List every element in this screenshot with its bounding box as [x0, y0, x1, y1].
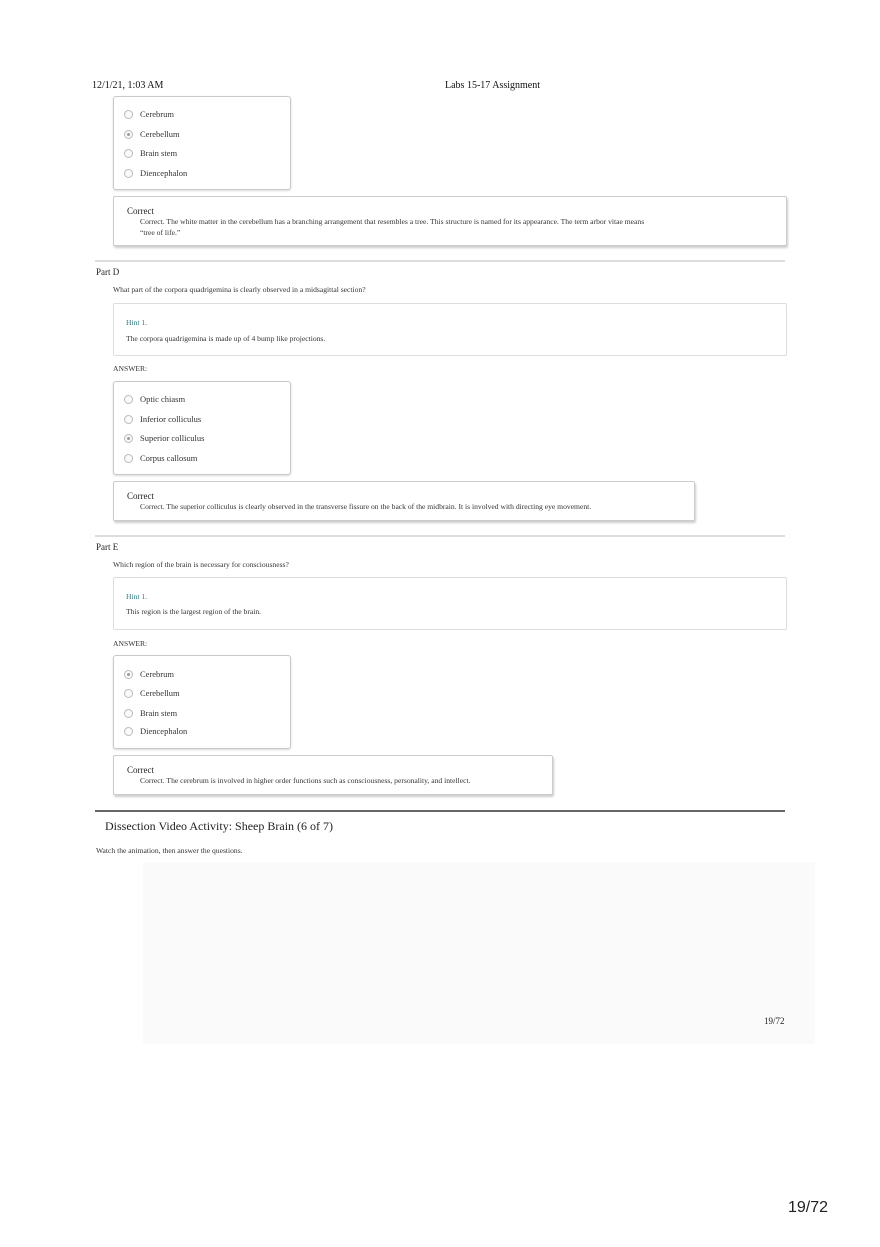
radio-icon[interactable]	[124, 727, 133, 736]
choice-corpus-callosum[interactable]	[124, 453, 197, 463]
choice-label: Corpus callosum	[140, 453, 198, 463]
choice-label: Diencephalon	[140, 726, 188, 736]
part-e-answer-box	[113, 655, 291, 749]
feedback-line-2: “tree of life.”	[140, 228, 181, 237]
choice-label: Cerebellum	[140, 688, 180, 698]
feedback-title: Correct	[127, 765, 154, 775]
choice-brain-stem[interactable]	[124, 708, 177, 718]
choice-label: Cerebrum	[140, 669, 174, 679]
section-divider	[95, 810, 785, 812]
radio-icon[interactable]	[124, 110, 133, 119]
feedback-line-1: Correct. The white matter in the cerebellum has a branching arrangement that resembles a tree. This structure is named for its appearance. The term arbor vitae means	[140, 217, 645, 226]
feedback-text: Correct. The superior colliculus is clearly observed in the transverse fissure on the back of the midbrain. It is involved with directing eye movement.	[140, 502, 592, 511]
feedback-text: Correct. The cerebrum is involved in higher order functions such as consciousness, personality, and intellect.	[140, 776, 471, 785]
radio-icon[interactable]	[124, 169, 133, 178]
choice-cerebellum[interactable]	[124, 129, 180, 139]
part-e-label: Part E	[96, 542, 119, 552]
part-d-answer-label: ANSWER:	[113, 364, 148, 373]
radio-icon[interactable]	[124, 689, 133, 698]
section-title: Dissection Video Activity: Sheep Brain (6 of 7)	[105, 819, 334, 833]
part-c-answer-box	[113, 96, 291, 190]
choice-label: Brain stem	[140, 148, 178, 158]
part-e-hint-box	[113, 577, 787, 630]
choice-cerebellum[interactable]	[124, 688, 180, 698]
feedback-title: Correct	[127, 491, 154, 501]
part-d-answer-box	[113, 381, 291, 475]
radio-icon[interactable]	[124, 415, 133, 424]
part-d-question: What part of the corpora quadrigemina is clearly observed in a midsagittal section?	[113, 285, 366, 294]
part-d-label: Part D	[96, 267, 120, 277]
hint-label[interactable]: Hint 1.	[126, 318, 148, 327]
radio-checked-icon[interactable]	[124, 670, 133, 679]
radio-checked-icon[interactable]	[124, 434, 133, 443]
radio-icon[interactable]	[124, 395, 133, 404]
radio-checked-icon[interactable]	[124, 130, 133, 139]
choice-label: Cerebellum	[140, 129, 180, 139]
feedback-title: Correct	[127, 206, 154, 216]
part-d-feedback	[113, 481, 695, 521]
feedback-text	[140, 216, 644, 238]
page-title: Labs 15-17 Assignment	[445, 80, 540, 91]
choice-label: Diencephalon	[140, 168, 188, 178]
page-number: 19/72	[788, 1199, 829, 1216]
separator	[95, 260, 785, 262]
choice-superior-colliculus[interactable]	[124, 433, 204, 443]
radio-icon[interactable]	[124, 709, 133, 718]
part-e-question: Which region of the brain is necessary for consciousness?	[113, 560, 289, 569]
radio-icon[interactable]	[124, 454, 133, 463]
choice-cerebrum[interactable]	[124, 109, 174, 119]
choice-label: Cerebrum	[140, 109, 174, 119]
part-d-hint-box	[113, 303, 787, 356]
hint-text: This region is the largest region of the brain.	[126, 607, 262, 616]
video-player[interactable]	[143, 862, 815, 1044]
section-instruction: Watch the animation, then answer the questions.	[96, 846, 243, 855]
choice-inferior-colliculus[interactable]	[124, 414, 201, 424]
radio-icon[interactable]	[124, 149, 133, 158]
print-datetime: 12/1/21, 1:03 AM	[92, 80, 164, 91]
inner-page-number: 19/72	[764, 1016, 785, 1026]
choice-label: Optic chiasm	[140, 394, 186, 404]
choice-label: Brain stem	[140, 708, 178, 718]
hint-label[interactable]: Hint 1.	[126, 592, 148, 601]
choice-label: Inferior colliculus	[140, 414, 202, 424]
part-c-feedback	[113, 196, 787, 246]
part-e-answer-label: ANSWER:	[113, 639, 148, 648]
hint-text: The corpora quadrigemina is made up of 4 bump like projections.	[126, 334, 326, 343]
choice-diencephalon[interactable]	[124, 726, 187, 736]
choice-optic-chiasm[interactable]	[124, 394, 185, 404]
choice-cerebrum[interactable]	[124, 669, 174, 679]
separator	[95, 535, 785, 537]
choice-label: Superior colliculus	[140, 433, 205, 443]
choice-brain-stem[interactable]	[124, 148, 177, 158]
part-e-feedback	[113, 755, 553, 795]
choice-diencephalon[interactable]	[124, 168, 187, 178]
